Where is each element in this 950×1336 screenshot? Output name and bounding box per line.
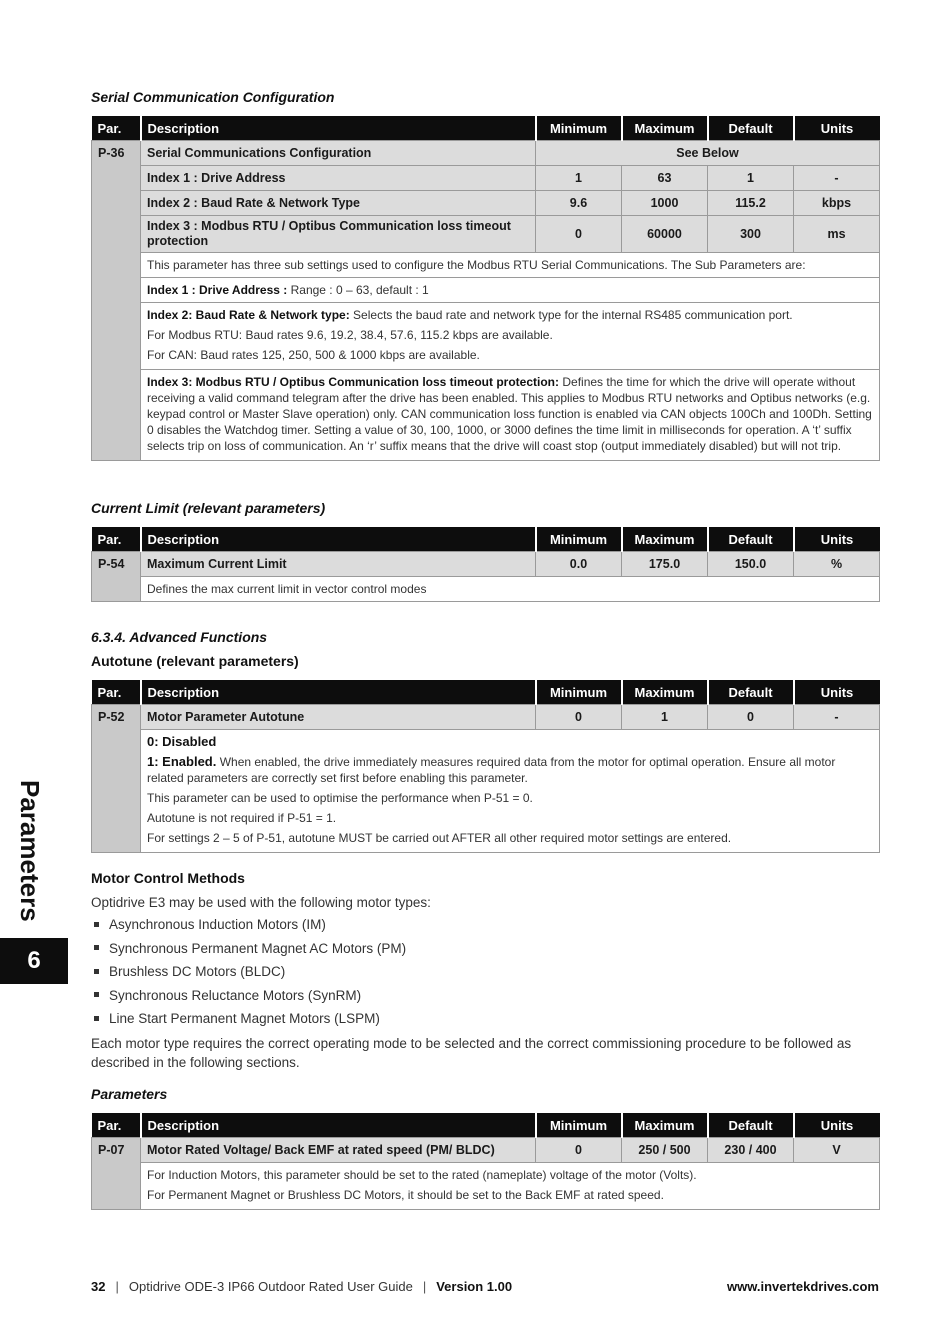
header-units: Units [794,527,880,552]
table-row [92,303,880,370]
row-units: kbps [794,191,880,216]
table-row [92,552,880,577]
parameters-text-2: For Permanent Magnet or Brushless DC Motors, it should be set to the Back EMF at rated speed. [147,1188,664,1202]
autotune-text [141,730,880,853]
row-units: ms [794,216,880,253]
table-row [92,705,880,730]
param-name: Maximum Current Limit [141,552,536,577]
table-row [92,216,880,253]
bullet-icon [94,945,99,950]
table-row [92,253,880,278]
parameters-text-1: For Induction Motors, this parameter should be set to the rated (nameplate) voltage of the motor (Volts). [147,1168,697,1182]
parameters-table [91,1113,880,1210]
param-name: Serial Communications Configuration [141,141,536,166]
row-units: V [794,1138,880,1163]
par-code: P-07 [92,1138,141,1210]
option-enabled-label: 1: Enabled. [147,754,217,769]
row-default: 230 / 400 [708,1138,794,1163]
header-description: Description [141,116,536,141]
table-row [92,278,880,303]
current-limit-table [91,527,880,602]
list-item: Synchronous Reluctance Motors (SynRM) [91,984,406,1008]
intro-text: This parameter has three sub settings used to configure the Modbus RTU Serial Communications. The Sub Parameters are: [141,253,880,278]
header-par: Par. [92,116,141,141]
table-row [92,577,880,602]
side-section-number: 6 [0,938,68,984]
header-maximum: Maximum [622,116,708,141]
header-maximum: Maximum [622,1113,708,1138]
autotune-note: For settings 2 – 5 of P-51, autotune MUST be carried out AFTER all other required motor settings are entered. [147,831,732,845]
header-description: Description [141,680,536,705]
index2-text [141,303,880,370]
row-max: 1 [622,705,708,730]
index3-text [141,370,880,461]
row-max: 63 [622,166,708,191]
row-max: 250 / 500 [622,1138,708,1163]
footer-separator: | [115,1279,119,1294]
bullet-icon [94,922,99,927]
par-code: P-54 [92,552,141,602]
header-minimum: Minimum [536,527,622,552]
serial-config-table [91,116,880,461]
header-default: Default [708,1113,794,1138]
section-title-motor-control: Motor Control Methods [91,870,245,886]
index3-body: Defines the time for which the drive will operate without receiving a valid command telegram after the drive has been enabled. This applies to Modbus RTU networks and Optibus networks (e.g. keypad control or Master Slave operation) only. CAN communication loss function is enabled via CAN objects 100Ch and 100Dh. Setting 0 disables the Watchdog timer. Setting a value of 30, 100, 1000, or 3000 defines the time limit in milliseconds for operation. A ‘t’ suffix selects trip on loss of communication. An ‘r’ suffix means that the drive will coast stop (output immediately disabled) but will not trip. [147,375,872,453]
bullet-icon [94,992,99,997]
section-title-current-limit: Current Limit (relevant parameters) [91,500,326,516]
section-heading-advanced: 6.3.4. Advanced Functions [91,629,268,645]
row-min: 1 [536,166,622,191]
header-default: Default [708,116,794,141]
index1-body: Range : 0 – 63, default : 1 [287,283,429,297]
table-header-row [92,1113,880,1138]
row-desc: Index 1 : Drive Address [141,166,536,191]
table-row [92,730,880,853]
list-item: Synchronous Permanent Magnet AC Motors (PM) [91,937,406,961]
page-number: 32 [91,1279,106,1294]
row-default: 1 [708,166,794,191]
section-title-serial: Serial Communication Configuration [91,89,335,105]
par-code: P-52 [92,705,141,853]
header-minimum: Minimum [536,116,622,141]
table-row [92,1163,880,1210]
row-default: 300 [708,216,794,253]
row-default: 150.0 [708,552,794,577]
header-minimum: Minimum [536,680,622,705]
row-default: 0 [708,705,794,730]
header-default: Default [708,680,794,705]
autotune-note: Autotune is not required if P-51 = 1. [147,811,337,825]
row-min: 9.6 [536,191,622,216]
section-title-parameters: Parameters [91,1086,168,1102]
table-header-row [92,116,880,141]
parameters-text [141,1163,880,1210]
index1-label: Index 1 : Drive Address : [147,283,288,297]
motor-types-intro: Optidrive E3 may be used with the following motor types: [91,895,431,910]
option-enabled-body: When enabled, the drive immediately measures required data from the motor for optimal operation. Ensure all motor related parameters are correctly set first before enabling this parameter. [147,755,836,785]
footer-separator: | [422,1279,427,1294]
bullet-icon [94,969,99,974]
header-units: Units [794,680,880,705]
motor-types-list [91,913,406,1031]
list-item: Brushless DC Motors (BLDC) [91,960,406,984]
index2-can: For CAN: Baud rates 125, 250, 500 & 1000 kbps are available. [147,348,480,362]
table-row [92,191,880,216]
option-disabled: 0: Disabled [147,734,217,749]
param-name: Motor Parameter Autotune [141,705,536,730]
section-title-autotune: Autotune (relevant parameters) [91,653,299,669]
row-max: 60000 [622,216,708,253]
index2-modbus: For Modbus RTU: Baud rates 9.6, 19.2, 38.4, 57.6, 115.2 kbps are available. [147,328,553,342]
side-section-label: Parameters [15,780,45,922]
row-units: - [794,705,880,730]
header-minimum: Minimum [536,1113,622,1138]
header-description: Description [141,1113,536,1138]
row-desc: Index 3 : Modbus RTU / Optibus Communication loss timeout protection [141,216,536,253]
row-desc: Index 2 : Baud Rate & Network Type [141,191,536,216]
guide-title: Optidrive ODE-3 IP66 Outdoor Rated User Guide [128,1279,413,1294]
index3-label: Index 3: Modbus RTU / Optibus Communication loss timeout protection: [147,375,560,389]
table-row [92,370,880,461]
row-units: - [794,166,880,191]
website-link[interactable]: www.invertekdrives.com [727,1279,879,1294]
current-limit-text: Defines the max current limit in vector control modes [141,577,880,602]
version-label: Version 1.00 [436,1279,513,1294]
header-units: Units [794,116,880,141]
header-units: Units [794,1113,880,1138]
par-code: P-36 [92,141,141,461]
list-item: Asynchronous Induction Motors (IM) [91,913,406,937]
row-max: 1000 [622,191,708,216]
row-default: 115.2 [708,191,794,216]
see-below: See Below [536,141,880,166]
header-par: Par. [92,680,141,705]
autotune-note: This parameter can be used to optimise the performance when P-51 = 0. [147,791,533,805]
autotune-table [91,680,880,853]
bullet-icon [94,1016,99,1021]
table-header-row [92,680,880,705]
table-row [92,141,880,166]
index2-body: Selects the baud rate and network type for the internal RS485 communication port. [349,308,793,322]
header-default: Default [708,527,794,552]
index1-text [141,278,880,303]
header-description: Description [141,527,536,552]
table-row [92,1138,880,1163]
header-par: Par. [92,527,141,552]
row-min: 0 [536,216,622,253]
table-row [92,166,880,191]
index2-label: Index 2: Baud Rate & Network type: [147,308,350,322]
row-max: 175.0 [622,552,708,577]
table-header-row [92,527,880,552]
page-footer [91,1279,879,1294]
row-min: 0 [536,1138,622,1163]
header-maximum: Maximum [622,680,708,705]
header-par: Par. [92,1113,141,1138]
motor-types-outro: Each motor type requires the correct operating mode to be selected and the correct commissioning procedure to be followed as described in the following sections. [91,1036,852,1070]
row-min: 0 [536,705,622,730]
header-maximum: Maximum [622,527,708,552]
row-units: % [794,552,880,577]
list-item: Line Start Permanent Magnet Motors (LSPM) [91,1007,406,1031]
row-min: 0.0 [536,552,622,577]
param-name: Motor Rated Voltage/ Back EMF at rated speed (PM/ BLDC) [141,1138,536,1163]
